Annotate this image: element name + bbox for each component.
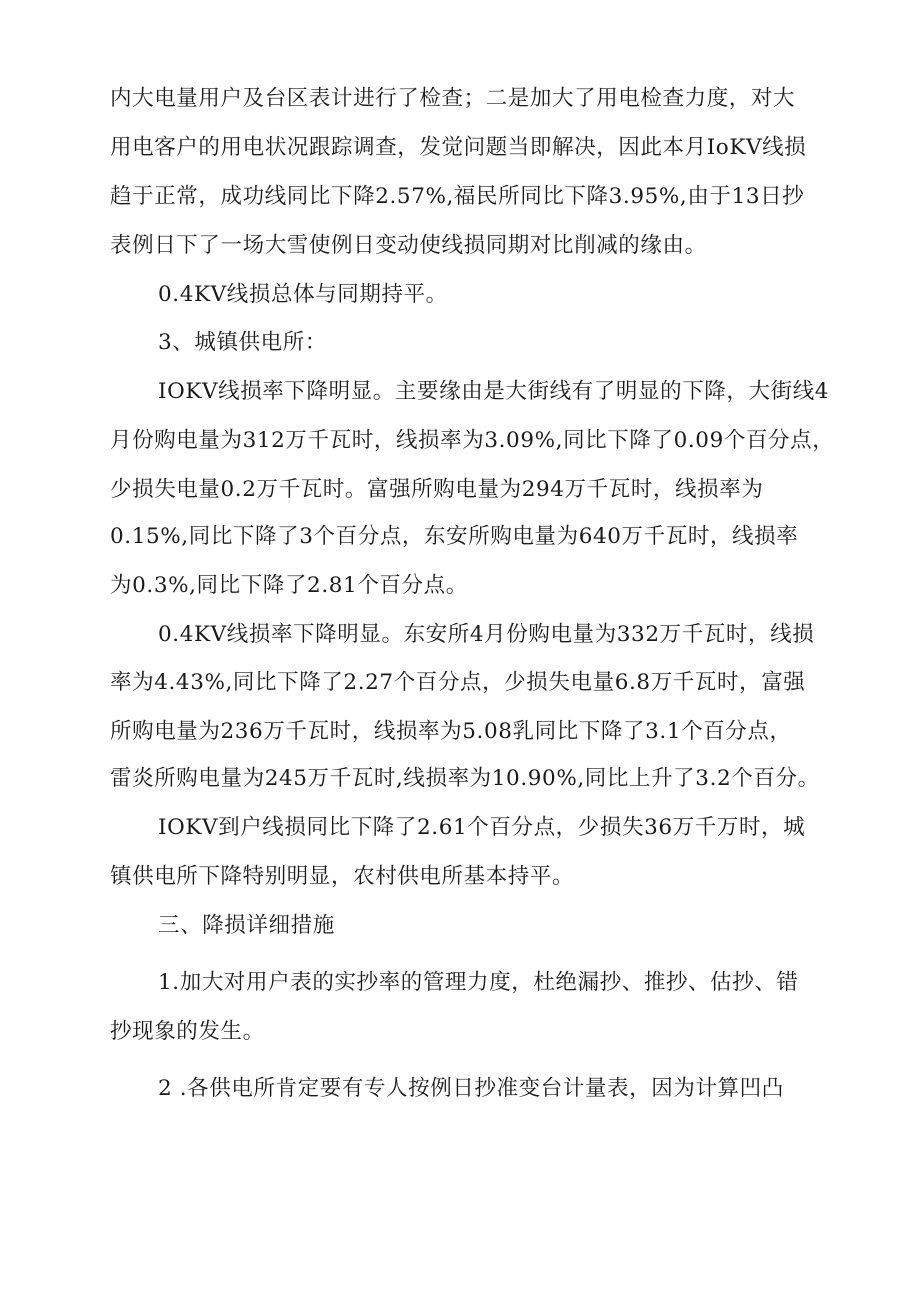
paragraph-line: 镇供电所下降特别明显，农村供电所基本持平。 (110, 864, 575, 889)
paragraph-line: 0.4KV线损率下降明显。东安所4月份购电量为332万千瓦时，线损 (158, 622, 815, 647)
paragraph-line: IOKV线损率下降明显。主要缘由是大街线有了明显的下降，大街线4 (158, 379, 830, 404)
paragraph-line: 用电客户的用电状况跟踪调查，发觉问题当即解决，因此本月IoKV线损 (110, 135, 807, 160)
paragraph-line: 0.4KV线损总体与同期持平。 (158, 282, 448, 307)
paragraph-line: 月份购电量为312万千瓦时，线损率为3.09%,同比下降了0.09个百分点， (110, 428, 835, 453)
paragraph-line: 表例日下了一场大雪使例日变动使线损同期对比削减的缘由。 (110, 233, 707, 258)
section-heading: 三、降损详细措施 (158, 913, 335, 938)
paragraph-line: 1.加大对用户表的实抄率的管理力度，杜绝漏抄、推抄、估抄、错 (158, 970, 799, 995)
paragraph-line: 少损失电量0.2万千瓦时。富强所购电量为294万千瓦时，线损率为 (110, 477, 764, 502)
paragraph-line: 内大电量用户及台区表计进行了检查；二是加大了用电检查力度，对大 (110, 86, 796, 111)
paragraph-line: 0.15%,同比下降了3个百分点，东安所购电量为640万千瓦时，线损率 (110, 524, 799, 549)
paragraph-line: 所购电量为236万千瓦时，线损率为5.08乳同比下降了3.1个百分点， (110, 719, 792, 744)
paragraph-line: IOKV到户线损同比下降了2.61个百分点，少损失36万千万时，城 (158, 815, 806, 840)
paragraph-line: 2 .各供电所肯定要有专人按例日抄准变台计量表，因为计算凹凸 (158, 1076, 784, 1101)
paragraph-line: 趋于正常，成功线同比下降2.57%,福民所同比下降3.95%,由于13日抄 (110, 184, 805, 209)
paragraph-line: 为0.3%,同比下降了2.81个百分点。 (110, 573, 468, 598)
paragraph-line: 雷炎所购电量为245万千瓦时,线损率为10.90%,同比上升了3.2个百分。 (110, 766, 820, 791)
section-heading: 3、城镇供电所： (158, 330, 327, 355)
paragraph-line: 率为4.43%,同比下降了2.27个百分点，少损失电量6.8万千瓦时，富强 (110, 670, 806, 695)
paragraph-line: 抄现象的发生。 (110, 1019, 265, 1044)
